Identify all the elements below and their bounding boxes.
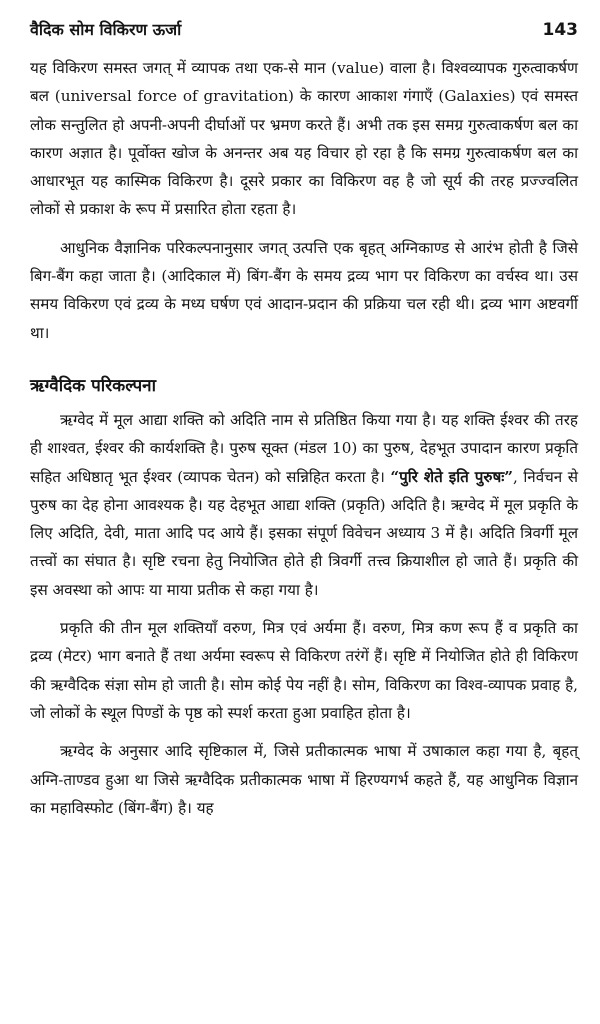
paragraph-2: आधुनिक वैज्ञानिक परिकल्पनानुसार जगत् उत्पत्ति एक बृहत् अग्निकाण्ड से आरंभ होती है जिसे बिग-बैंग कहा जाता है। (आदिकाल में) बिंग-बैंग के समय द्रव्य भाग पर विकिरण का वर्चस्व था। उस समय विकिरण एवं द्रव्य के मध्य घर्षण एवं आदान-प्रदान की प्रक्रिया चल रही थी। द्रव्य भाग अष्टवर्गी था।	[30, 238, 578, 342]
paragraph-5: ऋग्वेद के अनुसार आदि सृष्टिकाल में, जिसे प्रतीकात्मक भाषा में उषाकाल कहा गया है, बृहत् अग्नि-ताण्डव हुआ था जिसे ऋग्वैदिक प्रतीकात्मक भाषा में हिरण्यगर्भ कहते हैं, यह आधुनिक विज्ञान का महाविस्फोट (बिंग-बैंग) है। यह	[30, 742, 578, 817]
paragraph-gap	[30, 604, 578, 614]
paragraph-gap	[30, 224, 578, 234]
paragraph-3	[30, 406, 578, 604]
section-heading: ऋग्वैदिक परिकल्पना	[30, 375, 156, 396]
book-page	[30, 18, 578, 822]
page-number: 143	[542, 20, 578, 40]
paragraph-3-part-1: ऋग्वेद में मूल आद्या शक्ति को अदिति नाम से प्रतिष्ठित किया गया है। यह शक्ति ईश्वर की तरह ही शाश्वत, ईश्वर की कार्यशक्ति है। पुरुष सूक्त (मंडल 10) का पुरुष, देहभूत उपादान कारण प्रकृति सहित अधिष्ठातृ भूत ईश्वर (व्यापक चेतन) को सन्निहित करता है।	[30, 410, 578, 486]
sanskrit-quote: “पुरि शेते इति पुरुषः”	[390, 467, 514, 486]
paragraph-4: प्रकृति की तीन मूल शक्तियाँ वरुण, मित्र एवं अर्यमा हैं। वरुण, मित्र कण रूप हैं व प्रकृति का द्रव्य (मेटर) भाग बनाते हैं तथा अर्यमा स्वरूप से विकिरण तरंगें हैं। सृष्टि में नियोजित होते ही विकिरण की ऋग्वैदिक संज्ञा सोम हो जाती है। सोम कोई पेय नहीं है। सोम, विकिरण का विश्व-व्यापक प्रवाह है, जो लोकों के स्थूल पिण्डों के पृष्ठ को स्पर्श करता हुआ प्रवाहित होता है।	[30, 619, 578, 722]
paragraph-3-part-2: , निर्वचन से पुरुष का देह होना आवश्यक है। यह देहभूत आद्या शक्ति (प्रकृति) अदिति है। ऋग्वेद में मूल प्रकृति के लिए अदिति, देवी, माता आदि पद आये हैं। इसका संपूर्ण विवेचन अध्याय 3 में है। अदिति त्रिवर्गी मूल तत्त्वों का संघात है। सृष्टि रचना हेतु नियोजित होते ही त्रिवर्गी तत्त्व क्रियाशील हो जाते हैं। प्रकृति की इस अवस्था को आपः या माया प्रतीक से कहा गया है।	[30, 467, 578, 599]
paragraph-1: यह विकिरण समस्त जगत् में व्यापक तथा एक-से मान (value) वाला है। विश्वव्यापक गुरुत्वाकर्षण बल (universal force of gravitation) के कारण आकाश गंगाएँ (Galaxies) एवं समस्त लोक सन्तुलित हो अपनी-अपनी दीर्घाओं पर भ्रमण करते हैं। अभी तक इस समग्र गुरुत्वाकर्षण बल का कारण अज्ञात है। पूर्वोक्त खोज के अनन्तर अब यह विचार हो रहा है कि समग्र गुरुत्वाकर्षण बल का आधारभूत यह कास्मिक विकिरण है। दूसरे प्रकार का विकिरण वह है जो सूर्य की तरह प्रज्ज्वलित लोकों से प्रकाश के रूप में प्रसारित होता रहता है।	[30, 59, 578, 219]
paragraph-gap	[30, 727, 578, 737]
running-title: वैदिक सोम विकिरण ऊर्जा	[30, 20, 182, 39]
page-header	[30, 18, 578, 54]
